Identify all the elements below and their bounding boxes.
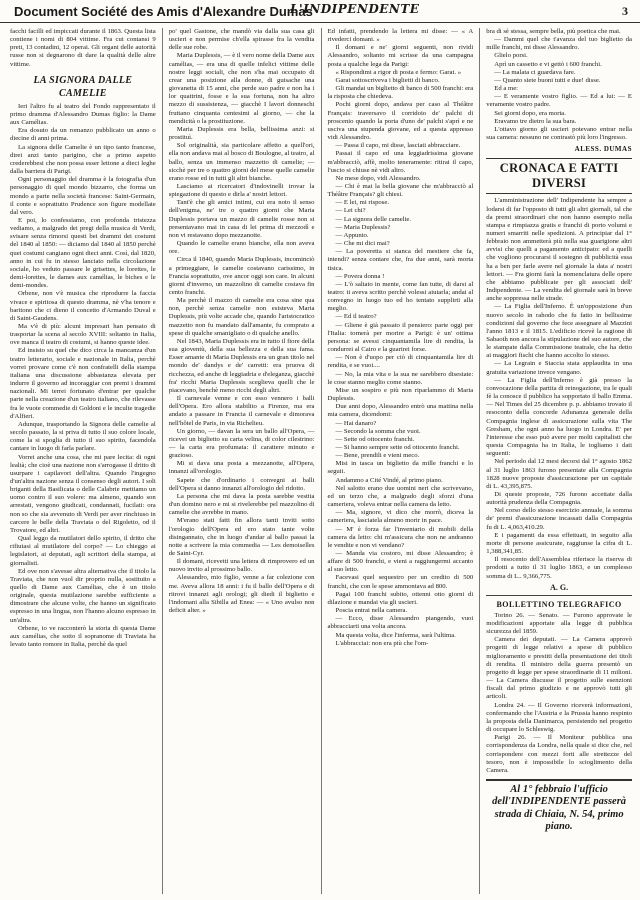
paragraph: — Passa il capo, mi disse, lasciati abbracciare. — [335, 142, 461, 150]
paragraph: Misi in tasca un biglietto da mille franchi e lo seguii. — [327, 460, 474, 476]
paragraph: — La poveretta si stanca del mestiere che fa, intendi? senza contare che, fra due anni, sarà morta tisica. — [327, 248, 474, 272]
paragraph: Mise un sospiro e più non riparlammo di Maria Duplessis. — [327, 386, 474, 403]
paragraph: Ed a me: — [494, 85, 519, 93]
newspaper-masthead: L'INDIPENDENTE — [290, 2, 420, 16]
paragraph: — Hai danaro? — [335, 419, 377, 427]
paragraph: — Bene, prendili e vieni meco. — [335, 452, 420, 460]
paragraph: — La Legrain e Staccia stata applaudita in una gratuita variazione invece vengano. — [486, 360, 632, 376]
paragraph: Sei giorni dopo, era morta. — [494, 109, 566, 117]
paragraph: — M' è forza far l'inventario di mobili della camera da letto: chi m'assicura che non ne andranno le vendite e non vi vendano? — [327, 525, 474, 549]
paragraph: Circa il 1840, quando Maria Duplessis, incominciò a primeggiare, le camelie costavano carissimo, in Francia soprattutto, ove ancor oggi son care. In alcuni giorni d'inverno, un mazzolino di camelie costava fin cento franchi. — [168, 256, 315, 296]
paragraph: Poscia entrai nella camera. — [335, 607, 408, 615]
paragraph: Sol originalità, sia particolare affetto a quell'ori, ella non andava mai al bosco di Boulogne, al teatro, al ballo, senza un immenso mazzetto di camelie; — sicchè per tre o quattro giorni del mese quelle camelie erano rosse ed in tutti gli altri bianche. — [168, 142, 315, 182]
paragraph: Camera dei deputati. — La Camera approvò progetti di legge relativi a spese di pubblico miglioramento e prestiti della presentazione dei titoli di rendita. Il ministro della guerra presentò un progetto di legge per spese straordinarie di 11 milioni. — La Camera discusse il progetto sulle esenzioni fiscali dal primo giudizio e ne approvò tutti gli articoli. — [486, 636, 632, 701]
paragraph: Ieri l'altro fu al teatro del Fondo rappresentato il primo dramma d'Alessandro Dumas figlio: la Dame aux Camélias. — [10, 102, 156, 127]
paragraph: Ma questa volta, dice l'inferma, sarà l'ultima. — [335, 631, 456, 639]
paragraph: Il domani, ricevetti una lettera di rimprovero ed un nuovo invito al prossimo ballo. — [168, 558, 315, 574]
paragraph: Gli mandai un biglietto di banco di 500 franchi: era la risposta che chiedeva. — [327, 85, 474, 101]
paragraph: La signora delle Camelie è un tipo tanto francese, direi anzi tanto parigino, che a primo aspetto crederebbesi che non possa esser lettone a dieci leghe dalla barriera di Parigi. — [10, 143, 156, 176]
paragraph: Glielo porsi. — [494, 52, 528, 60]
section-heading: CRONACA E FATTI DIVERSI — [486, 158, 632, 194]
column-3 — [321, 28, 474, 894]
paragraph: — Si hanno sempre sette od ottocento franchi. — [335, 443, 460, 451]
paragraph: Eravamo tre dietro la sua bara. — [494, 117, 577, 125]
paragraph: Qual leggo da mutilatori dello spirito, il dritto che rifiutasi al mutilatore del corpo? — Lo chieggo ai legislatori, ai deputati, agli scrittori della stampa, ai giornalisti. — [10, 535, 156, 567]
paragraph: Ma v'è di più: alcuni impresari han pensato di trasportar la scena al secolo XVIII: soltanto in Italia, ove manca il teatro di costumi, si hanno queste idee. — [10, 323, 156, 347]
paragraph: — La Figlia dell'Inferno. È un'opposizione d'un nuovo secolo in rahodo che fu fatto in bellissime condizioni dal governo che fece assegnare al Mazzini l'anno 1813 e il 1815. L'edificio ricevè la ragione di Sabaoth non ancora la stipulazione del suo autore, che le stampate dalla Commissione teatrale, che ha detto ai maggiori fischi che hanno accolto lo stesso. — [486, 303, 632, 360]
paragraph: — Gliene è già passato il pensiero: parte oggi per l'Italia: tornerà per morire a Parigi: è un' ottima persona: se avessi cinquantamila lire di rendita, la condurrei al Cairo e la guarirei forse. — [327, 321, 474, 354]
paragraph: Andammo a Cité Vindé, al primo piano. — [335, 476, 443, 484]
paragraph: Adunque, trasportando la Signora delle camelie al secolo passato, la si priva di tutto il suo colore locale, come la si spoglia di tutto il suo spirito, facendola cantare in luogo di farla parlare. — [10, 420, 156, 453]
paragraph: M'erano stati fatti fin allora tanti inviti sotto l'orologio dell'Opera ed ero stato tante volte disingannato, che in luogo d'andar al ballo passai la notte a scrivere la mia commedia — Les demoiselles de Saint-Cyr. — [168, 517, 315, 557]
paragraph: Pagai 100 franchi subito, ottenni otto giorni di dilazione e mandai via gli uscieri. — [327, 590, 474, 606]
paragraph: Sapete che d'ordinario i convegni ai balli dell'Opera si danno innanzi all'orologio del ridotto. — [168, 476, 315, 492]
paragraph: — Chi è mai la bella giovane che m'abbracciò al Théâtre Français? gli chiesi. — [327, 182, 474, 199]
paragraph: Pochi giorni dopo, andava per caso al Théâtre Français: traversavo il corridoio de' palchi di proscenio quando la porta d'uno de' palchi s'aprì e ne usciva una stupenda giovane, ed a questa appresso vidi Alessandro. — [327, 101, 474, 142]
paragraph: Facevasi quel sequestro per un credito di 500 franchi, che con le spese ammontava ad 800. — [327, 574, 474, 590]
paragraph: Nel 1843, Maria Duplessis era in tutto il fiore della sua gioventù, della sua bellezza e della sua fama. Esser amante di Maria Duplessis era un gran titolo nel mondo de' dandys e de' carretti: era pruova di ricchezza, ed anche di leggiadria e d'eleganza, giacchè fra' ricchi Maria Duplessis sceglieva quelli che le piacevano, benchè meno ricchi degli altri. — [168, 337, 315, 394]
paragraph: Il resocento dell'Assemblea riferisce la riserva di prodotti a tutto il 31 luglio 1863, e un complesso somma di L.. 9,366,775. — [486, 556, 632, 580]
article-heading: LA SIGNORA DALLE CAMELIE — [33, 74, 133, 99]
paragraph: Ed ove non s'avesse altra alternativa che il titolo la Traviata, che non vuol dir proprio nulla, sostituito a quello di Dame aux Camélias, che è un titolo originale, questa mutilazione sarebbe sufficiente a dimostrare che alcune volte, che hanno un significato espresso in una lingua, non l'hanno alcuno espresso in un'altra. — [10, 567, 156, 624]
paragraph: — La malata ci guardava fare. — [494, 68, 576, 76]
paragraph: L'ottavo giorno gli uscieri potevano entrar nella sua camera: nessuno ne contrastò più loro l'ingresso. — [486, 125, 632, 142]
paragraph: po' quel Gastone, che mandò via dalla sua casa gli uscieri e non permise ch'ella spirasse fra la vendita delle sue robe. — [168, 28, 315, 52]
paragraph: E i pagamenti da essa effettuati, in seguito alla morte di persone assicurate, raggiunse la cifra di L. 1,388,341,85. — [486, 531, 632, 556]
office-notice: Al 1° febbraio l'ufficio dell'INDIPENDENTE passerà strada di Chiaia, N. 54, primo piano. — [486, 779, 632, 834]
paragraph: Il carnevale venne e con esso vennero i balli dell'Opera. Ero allora stabilito a Firenze, ma era andato a passare in Francia il carnevale e dimorava nell'hôtel de Paris, in via Richelieu. — [168, 395, 315, 427]
paragraph: Torino 26. — Senato. — Furono approvate le modificazioni apportate alla legge di pubblica sicurezza del 1859. — [486, 611, 632, 636]
paragraph: Ogni personaggio del dramma è la fotografia d'un personaggio di quel mondo bizzarro, che forma un mondo a parte nella società francese: Saint-Germain, il conte e soprattutto Prudence son figure modellate dal vero. — [10, 176, 156, 216]
paragraph: Passai il capo ed una leggiadrissima giovane m'abbracciò, affè, molto teneramente: ritirai il capo, l'uscio si chiuse nè vidi altro. — [327, 150, 474, 174]
paragraph: Nel periodo dal 12 mesi decorsi dal 1° agosto 1862 al 31 luglio 1863 furono presentate alla Compagnia 1828 nuove proposte d'assicurazione per un capitale di L. 43,395,875. — [486, 458, 632, 490]
paragraph: — Appunto. — [335, 231, 369, 239]
paragraph: Maria Duplessis, — è il vero nome della Dame aux camélias, — era una di quelle infelici vittime delle nostre leggi sociali, che non s'ha mai occupato di crear una posizione alla donne, di guisache una giovanetta di 15 anni, che perde suo padre e non ha i lor quattrini, fosse e la sua fortuna, non ha altro mezzo di sussistenza, — giacchè I lavori donneschi fruttano cinquanta centesimi al giorno, — che la mendicità o la prostituzione. — [168, 52, 315, 125]
paragraph: « Rispondimi a rigor di posta e fermo: Garat. » — [335, 68, 462, 76]
paragraph: — Lei chi? — [335, 207, 366, 215]
paragraph: — No, la mia vita e la sua ne sarebbero disestate: le cose stanno meglio come stanno. — [327, 370, 474, 386]
paragraph: Un giorno, — davan la sera un ballo all'Opera, — ricevei un biglietto su carta velina, di color cilestrino: — la carta era profumata: il carattere minuto e grazioso. — [168, 427, 315, 460]
paragraph: Alessandro, mio figlio, venne a far colezione con me. Aveva allora 18 anni: i fu il ballo dell'Opera e di ritrovi innanzi agli orologi; gli diedi il biglietto e l'indomani alla Sibilla ad Enea: — « Uno avulso non deficit alter. » — [168, 574, 315, 615]
paragraph: Vorrei anche una cosa, che mi pare lecita: di ogni lealtà; che cioè una nazione non s'arrogasse il dritto di usurpare i capilavori dell'altra. Quando l'ingegno d'un'altra nazione senza il consenso degli autori. I soli briganti della Basilicata o delle Calabrie mettiamo un uomo contro il suo volere: ma almeno, quando son arrestati, vengono giudicati, condannati, fucilati: ora non so che sia avvenuto di Verdi per aver rinchiuso in carcere le belle della Traviata o del Rigoletto, od il Trovatore, ed altri. — [10, 453, 156, 534]
author-signature: ALESS. DUMAS — [574, 145, 632, 154]
paragraph: — Ed il teatro? — [335, 313, 377, 321]
paragraph: — Ecco, disse Alessandro piangendo, vuoi abbracciarti una volta ancora. — [327, 615, 474, 631]
paragraph: — Quanto siete buoni tutti e due! disse. — [494, 76, 601, 84]
paragraph: — Ma, signore, vi dico che morrò, diceva la cameriera, lasciatela almeno morir in pace. — [327, 509, 474, 525]
paragraph: — La Figlia dell'Inferno è già presso la convocazione della partita di reinogazione, tra le quali fè la conosce il pubblico ha sopportato il ballo Emma. — Nel Times del 25 dicembre p. p. abbiamo trovato il resoconto della concorde Adunanza generale della Compagnia inglese di assicurazione sulla vita The Gresham, che ogni anno ha luogo in Londra. E' per l'interesse che esso può avere per molti capitalisti che questa Compagnia ha in Italia, le togliamo i dati seguenti: — [486, 376, 632, 458]
paragraph: Ed insisto su quel che dico circa la mancanza d'un teatro letterario, sociale e nazionale in Italia, perchè vorrei provare come c'è non confratelli della stampa italiana una discussione abbastanza elevata per indurre il governo ad incoraggiar con premi i drammi nazionali. Mi terrei fortunato d'entrar per qualche parte nella creazione d'un teatro italiano, che rilevasse fra le vuote commedie di Goldoni e le inculte tragedie d'Alfieri. — [10, 347, 156, 420]
column-4 — [479, 28, 632, 894]
paragraph: facchi facilli ed impiccati durante il 1863. Questa lista contiene i nomi di 804 vittime. Fra cui contansi 9 preti, 13 contadini, 12 operai. Gli organi delle autorità russe non si degnarono di dare la qualità delle altre vittime. — [10, 28, 156, 68]
paragraph: Era dosuto da un romanzo pubblicato un anno o diecine di anni prima. — [10, 127, 156, 143]
divider — [486, 595, 632, 596]
paragraph: Orbene, non v'è musica che riprodurre la faccia vivace e spiritosa di questo dramma, nè v'ha tenore e baritono che ci dieno il concetto d'Armando Duval e di Saint-Gaudens. — [10, 290, 156, 322]
paragraph: Nel salotto erano due uomini neri che scrivevano, ed un terzo che, a malgrado degli sforzi d'una cameriera, voleva entrar nella camera da letto. — [327, 484, 474, 509]
paragraph: L'amministrazione dell' Indipendente ha sempre a lodarsi di far l'opposto di tutti gli altri giornali, tal che da premi straordinari che non hanno esempio nella stampa e rimpiazza gratis e franchi di porto volumi e numeri smarriti nelle spedizioni. A principiar dal 1° febbraio non ammetterà più nella sua guarigione altri avvisi che quelli a pagamento anticipato: ed a quelli che vogliono procurarsi il sostegno di pubblicità essa ha a ben per farle avere nel giornale la data a' nostri lettori. — Fra giorni farà la nomenclatura delle opere che abbiamo pubblicate per gli associati dell' Indipendente. — La vendita del giornale sarà in breve anche soppressa nelle strade. — [486, 197, 632, 303]
paragraph: Ma perchè il mazzo di camelie era cosa sine qua non, perchè senza camelie non esisteva Maria Duplessis, più volte accade che, quando l'aristocratico mazzetto non fu mandato dall'amante, fu comprato a spese di qualche smanigliato o di qualche anello. — [168, 297, 315, 337]
column-2 — [162, 28, 315, 894]
paragraph: L'abbracciai: non era più che l'om- — [335, 639, 429, 647]
paragraph: — E veramente vostro figlio. — Ed a lui: — E veramente vostro padre. — [486, 93, 632, 109]
paragraph: — Non è d'uopo per ciò di cinquantamila lire di rendita, e se vuoi.... — [327, 354, 474, 370]
initials: A. G. — [550, 582, 569, 592]
column-1 — [10, 28, 156, 894]
newspaper-page — [10, 28, 632, 894]
paragraph: Londra 24. — Il Governo riceverà informazioni, confermando che l'Austria e la Prussia hanno respinto la proposta della Danimarca, persistendo nel progetto di occupare lo Schleswig. — [486, 701, 632, 734]
paragraph: Due anni dopo, Alessandro entrò una mattina nella mia camera, dicendomi: — [327, 403, 474, 419]
section-subheading: BOLLETTINO TELEGRAFICO — [496, 599, 622, 609]
paragraph: — La signora delle camelie. — [335, 215, 412, 223]
paragraph: — E lei, mi rispose. — [335, 199, 389, 207]
paragraph: — Manda via costoro, mi disse Alessandro; è affare di 500 franchi, e vieni a raggiungermi accanto al suo letto. — [327, 550, 474, 574]
paragraph: Aprì un cassetto e vi gettò i 600 franchi. — [494, 60, 602, 68]
paragraph: — Secondo la somma che vuoi. — [335, 427, 421, 435]
paragraph: Mi si dava una posta a mezzanotte, all'Opera, innanzi all'orologio. — [168, 460, 315, 476]
paragraph: Ed infatti, prendendo la lettera mi disse: — « A rivederci domani. » — [327, 28, 474, 44]
paragraph: Ne mese dopo, vidi Alessandro. — [335, 174, 421, 182]
page-number: 3 — [622, 3, 628, 18]
paragraph: Il domani e ne' giorni seguenti, non rividi Alessandro, soltanto mi scrisse da una campagna posta a qualche lega da Parigi: — [327, 44, 474, 68]
paragraph: — Povera donna ! — [335, 272, 385, 280]
paragraph: bra di sè stessa, sempre bella, più poetica che mai. — [486, 28, 621, 35]
paragraph: Nel corso dello stesso esercizio annuale, la somma de' premi d'assicurazione incassati dalla Compagnia fu di L. 4,063,410.29. — [486, 507, 632, 531]
paragraph: Quando le camelie erano bianche, ella non aveva ore. — [168, 240, 315, 256]
paragraph: E poi, lo confessiamo, con profonda tristezza vediamo, a malgrado dei pregi della musica di Verdi, svisare senza rimorsi questi bei drammi dei costumi del 1840 al 1850: — diciamo dal 1840 al 1850 perchè quei costumi cangiano ogni dieci anni. Così, dal 1820, anno in cui fu in stesso lanciato nella circolazione sociale, ho veduto passare le grisettes, le lorettes, le demi-lorettes, le dames aux camélias, le biches e le demi-mondes. — [10, 216, 156, 290]
paragraph: Garat sottoscriveva i biglietti di banco. — [335, 76, 440, 84]
paragraph: Orbene, io ve racconterò la storia di questa Dame aux camélias, che sotto il sopranome di Traviata ha levato tanto romore in Italia, perchè da quel — [10, 624, 156, 649]
paragraph: Maria Duplessis era bella, bellissima anzi: si prostituì. — [168, 125, 315, 142]
paragraph: — L'ò saltato in mente, come fan tutte, di darsi al teatro: ti aveva scritto perchè volessi aiutarla; andai al convegno in luogo tuo ed ho tentato supplirti alla meglio. — [327, 280, 474, 313]
paragraph: Lasciamo ai ricercatori d'indovinelli trovar la spiegazione di questo e dirla a' nostri lettori. — [168, 182, 315, 199]
paragraph: — Che mi dici mai? — [335, 240, 390, 248]
paragraph: La persona che mi dava la posta sarebbe vestita d'un domino nero e mi si rivelerebbe pel mazzolino di camelie che avrebbe in mano. — [168, 492, 315, 517]
paragraph: — Dammi quel che t'avanza del tuo biglietto da mille franchi, mi disse Alessandro. — [486, 36, 632, 52]
paragraph: — Maria Duplessis? — [335, 223, 391, 231]
paragraph: — Sette od ottocento franchi. — [335, 435, 415, 443]
paragraph: Tant'è che gli amici intimi, cui era noto il senso dell'enigma, ne' tre o quattro giorni che Maria Duplessis portava un mazzo di camelie rosse non si presentavano mai in casa di lei prima di mezzodì e non vi restavano dopo mezzanotte. — [168, 199, 315, 239]
paragraph: Di queste proposte, 726 furono accettate dalla autorità prudenza della Compagnia. — [486, 490, 632, 507]
document-title: Document Société des Amis d'Alexandre Dumas — [14, 3, 313, 19]
paragraph: Parigi 26. — Il Moniteur pubblica una corrispondenza da Londra, nella quale si dice che, nel corrispondere con mezzi forti alle strettezze del tesoro, non è impossibile lo scioglimento della Camera. — [486, 734, 632, 774]
